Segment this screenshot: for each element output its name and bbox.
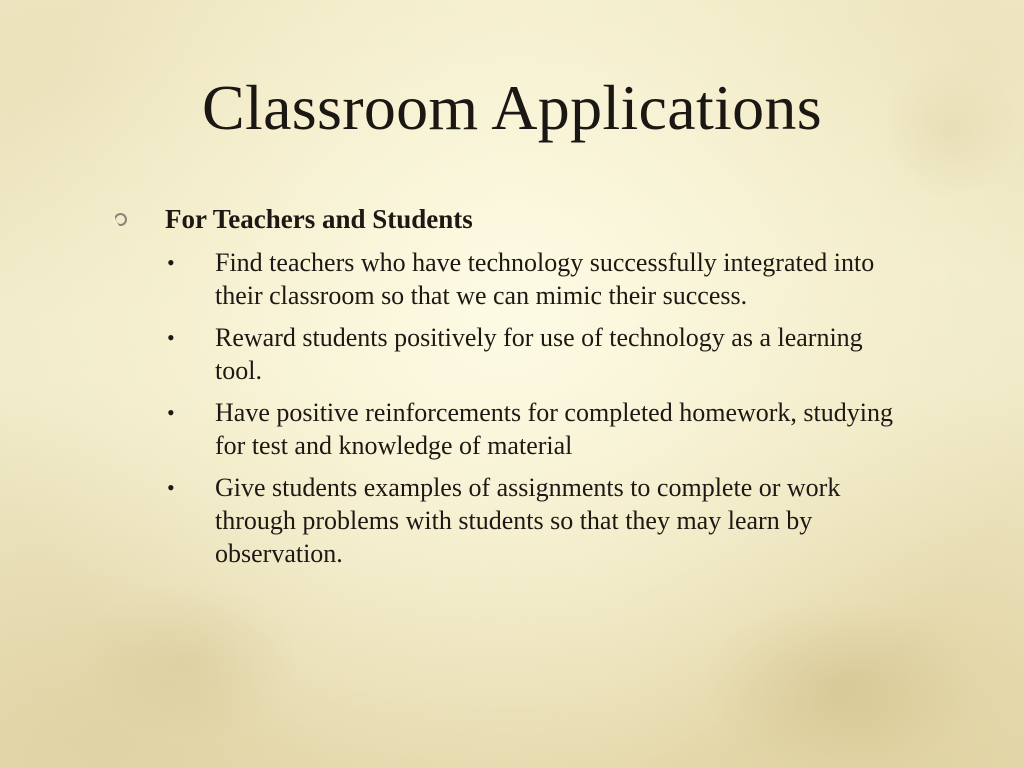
- bullet-dot-icon: •: [167, 400, 175, 425]
- list-item-text: Give students examples of assignments to complete or work through problems with students so that they may learn by observation.: [215, 473, 841, 568]
- list-item: [112, 321, 912, 387]
- list-item-text: Reward students positively for use of technology as a learning tool.: [215, 323, 863, 385]
- bullet-list: [112, 246, 912, 570]
- bullet-dot-icon: •: [167, 250, 175, 275]
- list-item: [112, 396, 912, 462]
- list-item-text: Have positive reinforcements for completed homework, studying for test and knowledge of material: [215, 398, 893, 460]
- slide-content: [112, 200, 912, 579]
- section-heading-text: For Teachers and Students: [165, 204, 473, 234]
- list-item: [112, 246, 912, 312]
- texture-spot: [80, 580, 300, 740]
- texture-spot: [700, 600, 980, 768]
- bullet-dot-icon: •: [167, 325, 175, 350]
- hollow-ring-icon: [114, 213, 127, 226]
- list-item: [112, 471, 912, 570]
- bullet-dot-icon: •: [167, 475, 175, 500]
- slide-title: Classroom Applications: [202, 72, 822, 143]
- section-heading: [112, 200, 912, 238]
- list-item-text: Find teachers who have technology successfully integrated into their classroom so that we can mimic their success.: [215, 248, 875, 310]
